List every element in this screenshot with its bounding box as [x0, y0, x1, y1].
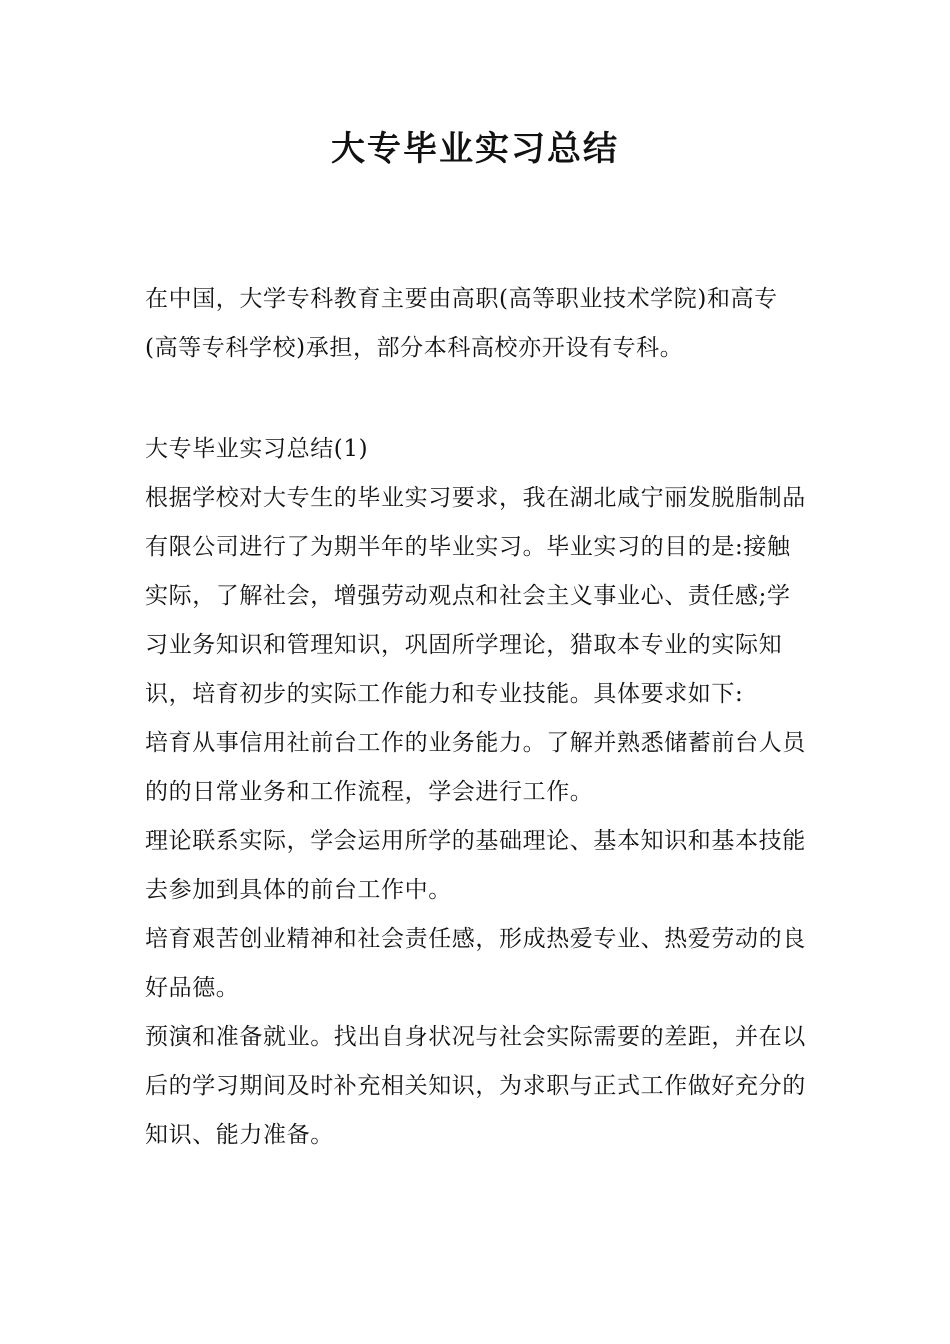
- body-paragraph-1: 根据学校对大专生的毕业实习要求，我在湖北咸宁丽发脱脂制品有限公司进行了为期半年的毕业实习。毕业实习的目的是:接触实际，了解社会，增强劳动观点和社会主义事业心、责任感;学习业务知识和管理知识，巩固所学理论，猎取本专业的实际知识，培育初步的实际工作能力和专业技能。具体要求如下:: [145, 485, 806, 707]
- page-title: 大专毕业实习总结: [331, 129, 619, 169]
- body-paragraph-4: 培育艰苦创业精神和社会责任感，形成热爱专业、热爱劳动的良好品德。: [145, 926, 806, 1001]
- intro-block: [145, 275, 809, 373]
- intro-paragraph: 在中国，大学专科教育主要由高职(高等职业技术学院)和高专(高等专科学校)承担，部分本科高校亦开设有专科。: [145, 286, 778, 361]
- body-paragraph-5: 预演和准备就业。找出自身状况与社会实际需要的差距，并在以后的学习期间及时补充相关知识，为求职与正式工作做好充分的知识、能力准备。: [145, 1024, 806, 1148]
- section-block: [145, 425, 809, 1160]
- body-paragraph-3: 理论联系实际，学会运用所学的基础理论、基本知识和基本技能去参加到具体的前台工作中。: [145, 828, 806, 903]
- section-heading: 大专毕业实习总结(1): [145, 436, 369, 462]
- body-paragraph-2: 培育从事信用社前台工作的业务能力。了解并熟悉储蓄前台人员的的日常业务和工作流程，学会进行工作。: [145, 730, 806, 805]
